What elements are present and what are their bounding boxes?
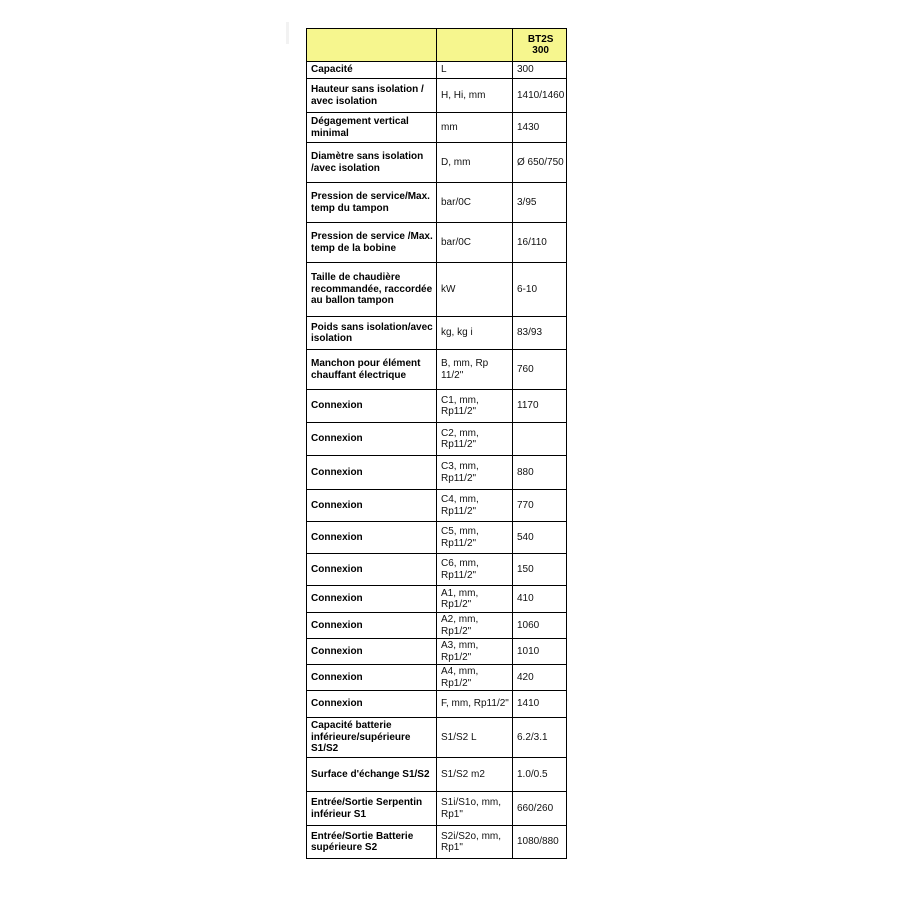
row-label: Pression de service/Max. temp du tampon bbox=[307, 183, 437, 223]
row-unit: C1, mm, Rp11/2" bbox=[437, 390, 513, 423]
row-unit: S1i/S1o, mm, Rp1" bbox=[437, 792, 513, 826]
table-row bbox=[307, 423, 567, 456]
row-label: Connexion bbox=[307, 423, 437, 456]
row-unit: kW bbox=[437, 263, 513, 317]
row-unit: S2i/S2o, mm, Rp1" bbox=[437, 826, 513, 859]
table-row bbox=[307, 223, 567, 263]
row-value bbox=[513, 423, 567, 456]
row-value: 1010 bbox=[513, 639, 567, 665]
row-unit: A1, mm, Rp1/2" bbox=[437, 586, 513, 613]
row-label: Surface d'échange S1/S2 bbox=[307, 758, 437, 792]
row-unit: A4, mm, Rp1/2" bbox=[437, 665, 513, 691]
table-row bbox=[307, 792, 567, 826]
row-unit: D, mm bbox=[437, 143, 513, 183]
row-label: Connexion bbox=[307, 691, 437, 718]
row-unit: H, Hi, mm bbox=[437, 79, 513, 113]
row-unit: B, mm, Rp 11/2" bbox=[437, 350, 513, 390]
table-row bbox=[307, 62, 567, 79]
table-row bbox=[307, 390, 567, 423]
row-unit: C4, mm, Rp11/2" bbox=[437, 490, 513, 522]
row-unit: bar/0C bbox=[437, 223, 513, 263]
row-label: Connexion bbox=[307, 554, 437, 586]
row-label: Connexion bbox=[307, 665, 437, 691]
table-row bbox=[307, 350, 567, 390]
row-label: Entrée/Sortie Batterie supérieure S2 bbox=[307, 826, 437, 859]
row-label: Connexion bbox=[307, 456, 437, 490]
spec-table bbox=[306, 28, 567, 859]
row-label: Connexion bbox=[307, 613, 437, 639]
row-value: 3/95 bbox=[513, 183, 567, 223]
row-unit: F, mm, Rp11/2" bbox=[437, 691, 513, 718]
model-header-cell bbox=[513, 29, 567, 62]
row-value: 1170 bbox=[513, 390, 567, 423]
table-row bbox=[307, 456, 567, 490]
row-value: 1430 bbox=[513, 113, 567, 143]
row-unit: C2, mm, Rp11/2" bbox=[437, 423, 513, 456]
header-empty-cell bbox=[437, 29, 513, 62]
row-unit: L bbox=[437, 62, 513, 79]
table-row bbox=[307, 718, 567, 758]
row-label: Connexion bbox=[307, 490, 437, 522]
row-label: Connexion bbox=[307, 522, 437, 554]
row-value: 770 bbox=[513, 490, 567, 522]
row-label: Diamètre sans isolation /avec isolation bbox=[307, 143, 437, 183]
table-row bbox=[307, 691, 567, 718]
model-size: 300 bbox=[532, 45, 549, 56]
row-value: 150 bbox=[513, 554, 567, 586]
row-value: 1.0/0.5 bbox=[513, 758, 567, 792]
row-unit: A2, mm, Rp1/2" bbox=[437, 613, 513, 639]
row-label: Dégagement vertical minimal bbox=[307, 113, 437, 143]
header-row bbox=[307, 29, 567, 62]
row-label: Manchon pour élément chauffant électrique bbox=[307, 350, 437, 390]
table-row bbox=[307, 639, 567, 665]
row-value: 420 bbox=[513, 665, 567, 691]
table-row bbox=[307, 665, 567, 691]
row-unit: C6, mm, Rp11/2" bbox=[437, 554, 513, 586]
table-row bbox=[307, 263, 567, 317]
table-row bbox=[307, 143, 567, 183]
row-label: Hauteur sans isolation / avec isolation bbox=[307, 79, 437, 113]
scan-artifact bbox=[286, 22, 289, 44]
row-unit: C3, mm, Rp11/2" bbox=[437, 456, 513, 490]
spec-table-body bbox=[307, 29, 567, 859]
model-name: BT2S bbox=[527, 34, 554, 45]
row-unit: S1/S2 L bbox=[437, 718, 513, 758]
table-row bbox=[307, 317, 567, 350]
row-value: 760 bbox=[513, 350, 567, 390]
row-label: Connexion bbox=[307, 586, 437, 613]
row-unit: S1/S2 m2 bbox=[437, 758, 513, 792]
row-value: 1060 bbox=[513, 613, 567, 639]
row-value: Ø 650/750 bbox=[513, 143, 567, 183]
table-row bbox=[307, 758, 567, 792]
table-row bbox=[307, 183, 567, 223]
row-label: Connexion bbox=[307, 390, 437, 423]
table-row bbox=[307, 79, 567, 113]
table-row bbox=[307, 522, 567, 554]
row-value: 16/110 bbox=[513, 223, 567, 263]
table-row bbox=[307, 113, 567, 143]
row-value: 540 bbox=[513, 522, 567, 554]
table-row bbox=[307, 826, 567, 859]
row-value: 880 bbox=[513, 456, 567, 490]
row-label: Connexion bbox=[307, 639, 437, 665]
row-label: Entrée/Sortie Serpentin inférieur S1 bbox=[307, 792, 437, 826]
row-unit: A3, mm, Rp1/2" bbox=[437, 639, 513, 665]
row-value: 6-10 bbox=[513, 263, 567, 317]
row-label: Capacité bbox=[307, 62, 437, 79]
table-row bbox=[307, 586, 567, 613]
row-value: 83/93 bbox=[513, 317, 567, 350]
row-value: 1080/880 bbox=[513, 826, 567, 859]
row-label: Pression de service /Max. temp de la bobine bbox=[307, 223, 437, 263]
table-row bbox=[307, 613, 567, 639]
row-value: 660/260 bbox=[513, 792, 567, 826]
row-label: Taille de chaudière recommandée, raccordée au ballon tampon bbox=[307, 263, 437, 317]
row-value: 410 bbox=[513, 586, 567, 613]
row-value: 300 bbox=[513, 62, 567, 79]
table-row bbox=[307, 554, 567, 586]
header-empty-cell bbox=[307, 29, 437, 62]
row-label: Capacité batterie inférieure/supérieure S1/S2 bbox=[307, 718, 437, 758]
row-unit: kg, kg i bbox=[437, 317, 513, 350]
row-label: Poids sans isolation/avec isolation bbox=[307, 317, 437, 350]
row-unit: bar/0C bbox=[437, 183, 513, 223]
row-value: 1410/1460 bbox=[513, 79, 567, 113]
table-row bbox=[307, 490, 567, 522]
row-value: 1410 bbox=[513, 691, 567, 718]
row-value: 6.2/3.1 bbox=[513, 718, 567, 758]
row-unit: mm bbox=[437, 113, 513, 143]
row-unit: C5, mm, Rp11/2" bbox=[437, 522, 513, 554]
